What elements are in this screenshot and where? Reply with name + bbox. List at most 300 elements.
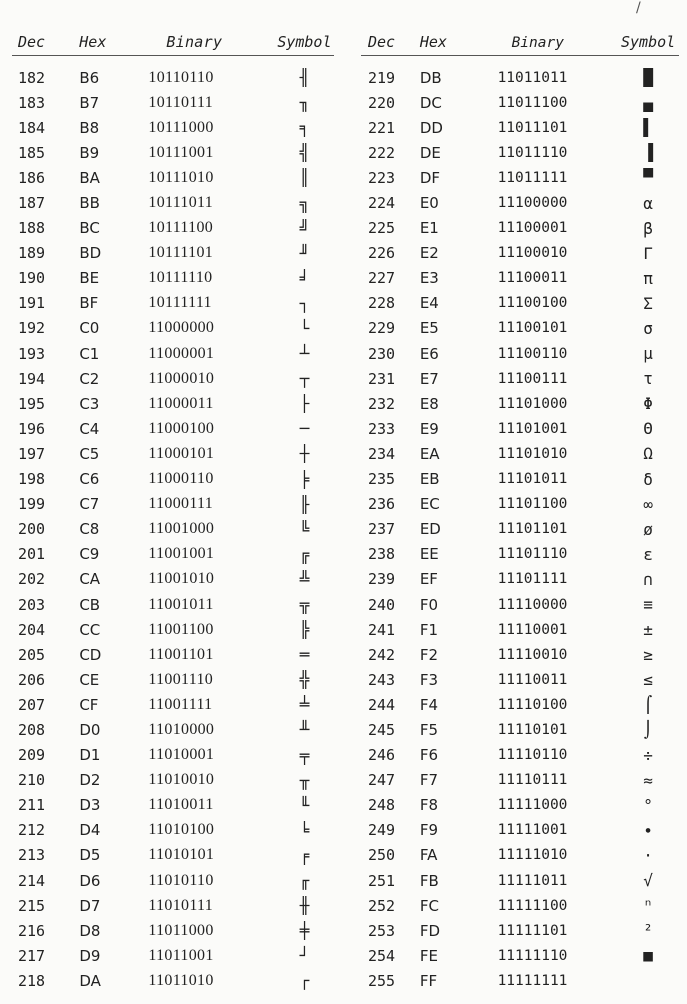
row-symbol: ≤ — [643, 670, 653, 690]
row-dec: 209 — [18, 746, 46, 765]
row-binary: 11011010 — [148, 971, 214, 989]
row-hex: DD — [419, 118, 443, 137]
row-symbol: ╘ — [299, 820, 310, 840]
table-row — [361, 617, 679, 642]
row-hex: B6 — [79, 68, 100, 87]
row-symbol: ╣ — [299, 143, 310, 163]
table-row — [361, 943, 679, 968]
row-binary: 11011111 — [497, 169, 568, 186]
row-symbol: ■ — [643, 946, 653, 966]
row-hex: D2 — [79, 771, 101, 790]
table-row — [361, 241, 679, 266]
row-dec: 189 — [18, 244, 46, 263]
row-hex: C1 — [79, 344, 100, 363]
row-symbol: ε — [643, 544, 653, 564]
row-hex: D7 — [79, 896, 101, 915]
row-dec: 182 — [18, 68, 46, 87]
row-symbol: ╢ — [299, 68, 310, 88]
row-dec: 198 — [18, 470, 46, 489]
row-symbol: ╝ — [299, 218, 310, 238]
row-hex: D4 — [79, 821, 101, 840]
row-hex: C6 — [79, 470, 100, 489]
table-row — [12, 241, 334, 266]
row-binary: 11010010 — [148, 771, 215, 789]
row-hex: E0 — [419, 194, 439, 213]
table-row — [12, 692, 334, 717]
row-dec: 190 — [18, 269, 46, 288]
row-dec: 243 — [368, 670, 396, 689]
row-binary: 11111011 — [497, 872, 568, 889]
row-dec: 205 — [18, 645, 46, 664]
row-hex: E8 — [419, 394, 439, 413]
row-symbol: ┘ — [299, 946, 310, 966]
row-hex: DE — [419, 143, 441, 162]
row-binary: 11001111 — [148, 695, 213, 713]
row-symbol: ≡ — [643, 595, 653, 615]
row-dec: 240 — [368, 595, 396, 614]
header-binary: Binary — [511, 35, 564, 51]
row-symbol: ± — [643, 620, 653, 640]
row-dec: 213 — [18, 846, 46, 865]
table-row — [12, 165, 334, 190]
table-row — [12, 893, 334, 918]
table-row — [361, 316, 679, 341]
row-dec: 191 — [18, 294, 46, 313]
row-hex: EE — [419, 545, 439, 564]
row-binary: 11011100 — [497, 94, 568, 111]
table-row — [12, 592, 334, 617]
table-row — [361, 793, 679, 818]
row-symbol: ∞ — [643, 494, 653, 514]
row-dec: 247 — [368, 771, 396, 790]
table-row — [12, 316, 334, 341]
row-symbol: ▀ — [643, 168, 653, 188]
row-dec: 222 — [368, 143, 396, 162]
row-binary: 11001100 — [148, 620, 214, 638]
row-symbol: β — [643, 218, 653, 238]
row-dec: 237 — [368, 520, 396, 539]
row-binary: 11100101 — [497, 320, 568, 337]
row-dec: 236 — [368, 495, 396, 514]
row-binary: 11101001 — [497, 420, 568, 437]
row-binary: 11011110 — [497, 144, 568, 161]
row-binary: 11010100 — [148, 821, 215, 839]
row-symbol: τ — [643, 369, 653, 389]
row-hex: BD — [79, 244, 102, 263]
table-row — [361, 216, 679, 241]
row-symbol: ╗ — [299, 193, 310, 213]
row-hex: BB — [79, 194, 100, 213]
table-row — [12, 717, 334, 742]
row-dec: 233 — [368, 419, 396, 438]
row-hex: F5 — [419, 720, 438, 739]
row-binary: 11110110 — [497, 747, 568, 764]
row-symbol: ╤ — [299, 745, 310, 765]
table-row — [361, 743, 679, 768]
table-row — [361, 843, 679, 868]
row-hex: DC — [419, 93, 442, 112]
row-dec: 238 — [368, 545, 396, 564]
row-hex: F4 — [419, 695, 438, 714]
row-symbol: ╒ — [299, 845, 310, 865]
row-dec: 242 — [368, 645, 396, 664]
row-binary: 11101010 — [497, 445, 568, 462]
row-dec: 255 — [368, 971, 396, 990]
row-binary: 11110010 — [497, 646, 568, 663]
table-row — [12, 441, 334, 466]
table-row — [361, 542, 679, 567]
row-hex: E6 — [419, 344, 439, 363]
row-symbol: ╪ — [299, 921, 310, 941]
row-binary: 11111010 — [497, 847, 568, 864]
table-row — [12, 768, 334, 793]
row-binary: 11110001 — [497, 621, 568, 638]
table-row — [12, 391, 334, 416]
row-dec: 192 — [18, 319, 46, 338]
row-binary: 11000100 — [148, 419, 215, 437]
row-dec: 234 — [368, 444, 396, 463]
header-hex: Hex — [419, 33, 447, 51]
row-dec: 241 — [368, 620, 396, 639]
row-symbol: ┌ — [299, 971, 310, 991]
row-symbol: ║ — [299, 168, 310, 188]
row-dec: 246 — [368, 746, 396, 765]
row-dec: 252 — [368, 896, 396, 915]
row-dec: 202 — [18, 570, 46, 589]
table-row — [361, 115, 679, 140]
row-dec: 214 — [18, 871, 46, 890]
row-binary: 11000101 — [148, 444, 215, 462]
table-row — [12, 743, 334, 768]
row-dec: 220 — [368, 93, 396, 112]
row-symbol: ┬ — [299, 369, 310, 389]
row-hex: D9 — [79, 946, 101, 965]
row-binary: 11110100 — [497, 696, 568, 713]
row-dec: 215 — [18, 896, 46, 915]
row-dec: 253 — [368, 921, 396, 940]
row-symbol: ∩ — [643, 569, 653, 589]
table-row — [361, 341, 679, 366]
ascii-table-right — [361, 30, 679, 993]
header-symbol: Symbol — [277, 33, 332, 51]
table-row — [361, 642, 679, 667]
row-binary: 11110000 — [497, 596, 568, 613]
row-symbol: ╟ — [299, 494, 310, 514]
row-symbol: ⁿ — [643, 896, 653, 916]
table-row — [12, 818, 334, 843]
row-symbol: ╕ — [299, 118, 310, 138]
row-symbol: ▄ — [643, 93, 653, 113]
row-binary: 11000110 — [148, 470, 214, 488]
row-binary: 11100100 — [497, 295, 568, 312]
row-hex: DB — [419, 68, 442, 87]
table-row — [12, 617, 334, 642]
row-symbol: ╓ — [299, 871, 310, 891]
row-binary: 11001110 — [148, 670, 214, 688]
row-dec: 201 — [18, 545, 46, 564]
row-hex: FD — [419, 921, 441, 940]
row-dec: 254 — [368, 946, 396, 965]
table-row — [12, 291, 334, 316]
row-dec: 208 — [18, 720, 46, 739]
row-symbol: σ — [643, 318, 653, 338]
header-dec: Dec — [18, 33, 46, 51]
row-symbol: α — [643, 193, 653, 213]
row-symbol: Γ — [643, 243, 653, 263]
row-dec: 184 — [18, 118, 46, 137]
row-binary: 11100011 — [497, 270, 568, 287]
row-hex: C2 — [79, 369, 100, 388]
row-binary: 11100000 — [497, 195, 568, 212]
row-dec: 251 — [368, 871, 396, 890]
row-dec: 217 — [18, 946, 46, 965]
row-symbol: ┼ — [299, 444, 310, 464]
table-row — [361, 291, 679, 316]
row-dec: 204 — [18, 620, 46, 639]
row-hex: B8 — [79, 118, 100, 137]
row-symbol: ─ — [299, 419, 310, 439]
row-dec: 239 — [368, 570, 396, 589]
row-hex: D1 — [79, 746, 101, 765]
row-binary: 10111101 — [148, 244, 214, 262]
row-binary: 11101110 — [497, 546, 568, 563]
row-symbol: ┴ — [299, 344, 310, 364]
row-dec: 232 — [368, 394, 396, 413]
row-dec: 244 — [368, 695, 396, 714]
row-hex: CE — [79, 670, 100, 689]
row-symbol: ╖ — [299, 93, 310, 113]
header-hex: Hex — [79, 33, 107, 51]
row-dec: 195 — [18, 394, 46, 413]
row-symbol: ⌠ — [643, 695, 653, 715]
row-binary: 10111011 — [148, 194, 214, 212]
row-hex: EA — [419, 444, 440, 463]
table-row — [12, 65, 334, 90]
row-binary: 11011000 — [148, 921, 214, 939]
table-row — [361, 592, 679, 617]
row-symbol: ╚ — [299, 519, 310, 539]
row-hex: E2 — [419, 244, 439, 263]
row-dec: 216 — [18, 921, 46, 940]
row-dec: 206 — [18, 670, 46, 689]
row-binary: 10111010 — [148, 168, 214, 186]
row-binary: 11110011 — [497, 671, 568, 688]
row-symbol: ╫ — [299, 896, 310, 916]
table-row — [12, 667, 334, 692]
table-row — [361, 868, 679, 893]
row-binary: 11010000 — [148, 720, 215, 738]
row-binary: 11100111 — [497, 370, 568, 387]
row-symbol: δ — [643, 469, 653, 489]
row-dec: 229 — [368, 319, 396, 338]
row-hex: EF — [419, 570, 438, 589]
row-dec: 245 — [368, 720, 396, 739]
row-hex: D3 — [79, 796, 101, 815]
row-dec: 193 — [18, 344, 46, 363]
row-hex: D5 — [79, 846, 101, 865]
row-dec: 223 — [368, 168, 396, 187]
row-binary: 11000001 — [148, 344, 215, 362]
row-binary: 11001011 — [148, 595, 214, 613]
row-hex: CD — [79, 645, 102, 664]
row-binary: 11010001 — [148, 746, 215, 764]
row-binary: 11110101 — [497, 721, 568, 738]
row-symbol: Σ — [643, 293, 653, 313]
table-row — [12, 366, 334, 391]
table-row — [361, 918, 679, 943]
table-row — [361, 366, 679, 391]
row-symbol: ² — [643, 921, 653, 941]
row-hex: CC — [79, 620, 101, 639]
row-symbol: √ — [643, 871, 653, 891]
row-binary: 11000011 — [148, 394, 214, 412]
row-hex: FA — [419, 846, 438, 865]
row-binary: 11100110 — [497, 345, 568, 362]
row-hex: CB — [79, 595, 101, 614]
row-dec: 231 — [368, 369, 396, 388]
row-symbol: ▐ — [643, 143, 653, 163]
row-dec: 248 — [368, 796, 396, 815]
row-hex: F0 — [419, 595, 438, 614]
row-hex: ED — [419, 520, 441, 539]
row-dec: 196 — [18, 419, 46, 438]
table-row — [12, 140, 334, 165]
row-hex: E1 — [419, 219, 439, 238]
row-symbol: ø — [643, 519, 653, 539]
row-binary: 11010011 — [148, 796, 214, 814]
row-symbol: ╩ — [299, 569, 310, 589]
row-dec: 221 — [368, 118, 396, 137]
page-corner-mark: / — [636, 0, 641, 16]
row-symbol: ⌡ — [643, 720, 653, 740]
row-hex: F2 — [419, 645, 438, 664]
table-row — [361, 165, 679, 190]
row-binary: 11001001 — [148, 545, 215, 563]
row-symbol: ╥ — [299, 770, 310, 790]
table-row — [361, 893, 679, 918]
row-hex: F6 — [419, 746, 438, 765]
row-hex: E3 — [419, 269, 439, 288]
table-body-right — [361, 65, 679, 993]
row-hex: D0 — [79, 720, 101, 739]
row-binary: 11100010 — [497, 245, 568, 262]
row-symbol: Θ — [643, 419, 653, 439]
row-symbol: μ — [643, 344, 653, 364]
row-hex: F7 — [419, 771, 438, 790]
row-symbol: Ω — [643, 444, 653, 464]
table-row — [12, 793, 334, 818]
row-hex: C3 — [79, 394, 100, 413]
table-row — [12, 416, 334, 441]
row-dec: 226 — [368, 244, 396, 263]
row-dec: 187 — [18, 194, 46, 213]
row-symbol: ≥ — [643, 645, 653, 665]
header-dec: Dec — [368, 33, 396, 51]
row-dec: 210 — [18, 771, 46, 790]
table-row — [361, 567, 679, 592]
row-hex: F3 — [419, 670, 438, 689]
row-dec: 186 — [18, 168, 46, 187]
row-symbol: ÷ — [643, 745, 653, 765]
row-hex: F9 — [419, 821, 438, 840]
row-hex: D6 — [79, 871, 101, 890]
row-hex: E5 — [419, 319, 439, 338]
row-hex: F8 — [419, 796, 438, 815]
row-dec: 227 — [368, 269, 396, 288]
row-hex: FF — [419, 971, 438, 990]
row-binary: 11111001 — [497, 822, 568, 839]
row-binary: 11111100 — [497, 897, 568, 914]
row-hex: CA — [79, 570, 101, 589]
row-binary: 11001000 — [148, 520, 215, 538]
row-dec: 200 — [18, 520, 46, 539]
row-symbol: ╬ — [299, 670, 310, 690]
table-row — [361, 140, 679, 165]
row-binary: 11011101 — [497, 119, 568, 136]
table-row — [12, 467, 334, 492]
row-symbol: ╜ — [299, 243, 310, 263]
row-binary: 11101100 — [497, 496, 568, 513]
table-row — [12, 843, 334, 868]
row-binary: 11011001 — [148, 946, 214, 964]
row-binary: 11000010 — [148, 369, 215, 387]
table-header — [12, 30, 334, 56]
row-dec: 250 — [368, 846, 396, 865]
row-symbol: ∙ — [643, 820, 653, 840]
row-hex: C9 — [79, 545, 100, 564]
row-symbol: ╨ — [299, 720, 310, 740]
row-symbol: ═ — [299, 645, 310, 665]
row-hex: EC — [419, 495, 440, 514]
table-row — [12, 943, 334, 968]
table-row — [361, 692, 679, 717]
row-hex: C0 — [79, 319, 100, 338]
row-dec: 185 — [18, 143, 46, 162]
header-symbol: Symbol — [621, 33, 676, 51]
row-hex: C7 — [79, 495, 100, 514]
table-row — [12, 517, 334, 542]
row-binary: 11001010 — [148, 570, 215, 588]
row-binary: 11111110 — [497, 947, 568, 964]
row-symbol: ╞ — [299, 469, 310, 489]
table-row — [361, 768, 679, 793]
row-binary: 11011011 — [497, 69, 568, 86]
row-dec: 203 — [18, 595, 46, 614]
table-row — [361, 266, 679, 291]
table-body-left — [12, 65, 334, 993]
row-binary: 11111000 — [497, 797, 568, 814]
row-hex: DA — [79, 971, 101, 990]
row-dec: 183 — [18, 93, 46, 112]
table-row — [361, 391, 679, 416]
table-row — [12, 190, 334, 215]
row-binary: 10111111 — [148, 294, 212, 312]
row-hex: D8 — [79, 921, 101, 940]
row-symbol: ° — [643, 795, 653, 815]
row-hex: CF — [79, 695, 99, 714]
row-dec: 235 — [368, 470, 396, 489]
row-symbol: █ — [643, 68, 653, 88]
row-binary: 11000000 — [148, 319, 215, 337]
row-hex: BF — [79, 294, 99, 313]
row-dec: 249 — [368, 821, 396, 840]
row-binary: 10110111 — [148, 93, 214, 111]
row-symbol: ╙ — [299, 795, 310, 815]
row-symbol: ≈ — [643, 770, 653, 790]
row-symbol: ▌ — [643, 118, 653, 138]
row-symbol: ├ — [299, 394, 310, 414]
table-row — [12, 868, 334, 893]
